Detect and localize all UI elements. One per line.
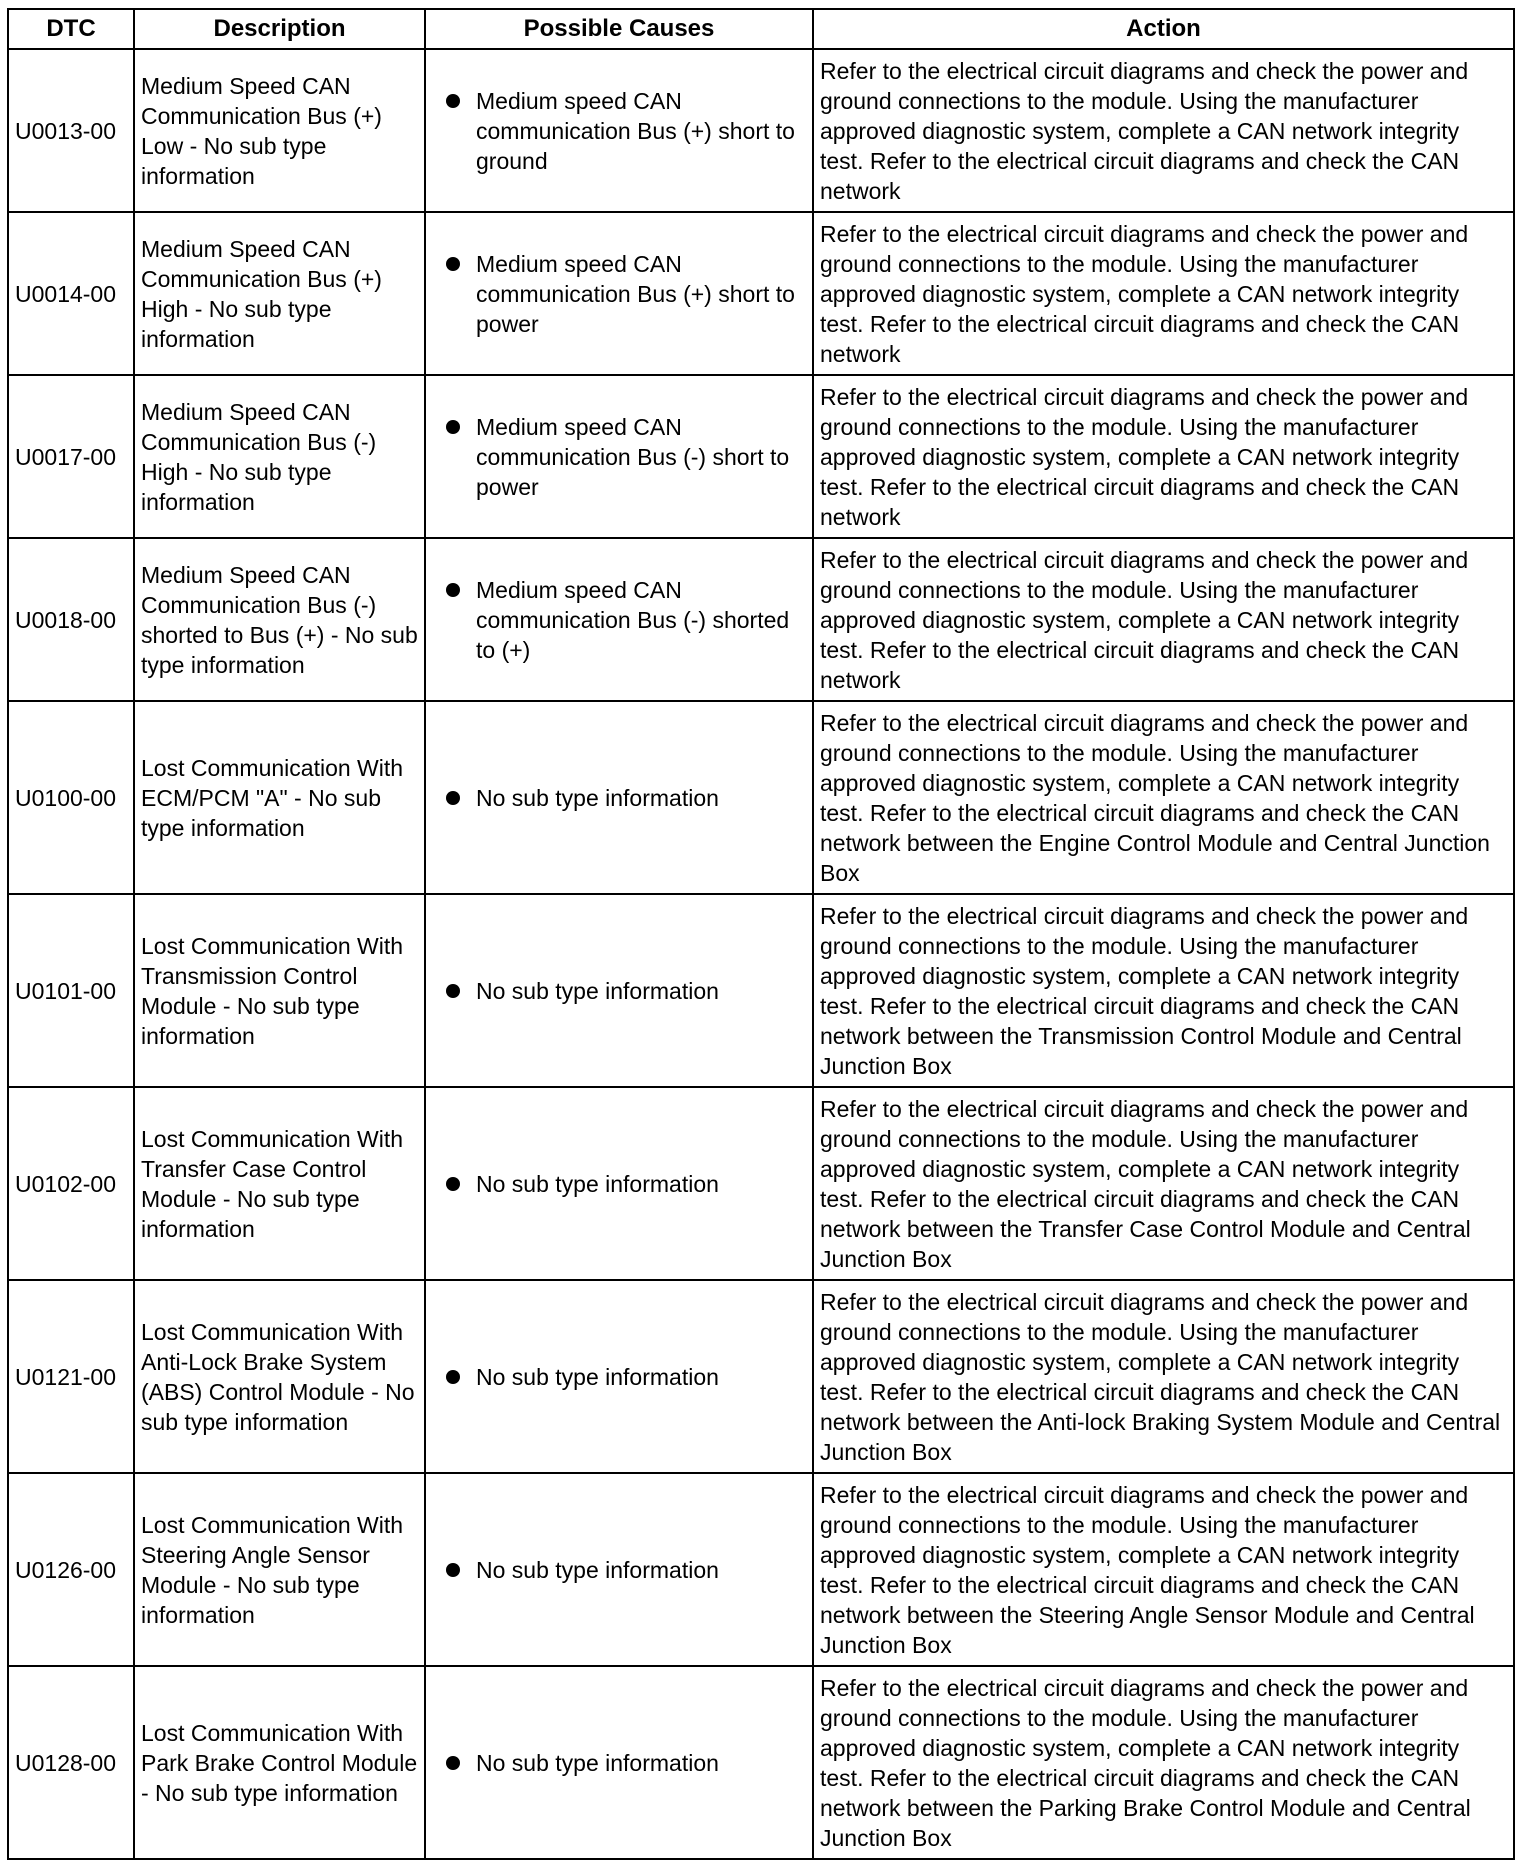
- cause-cell: [425, 538, 813, 701]
- table-row: [8, 1473, 1514, 1666]
- cause-text: No sub type information: [476, 1556, 719, 1583]
- cause-cell: [425, 894, 813, 1087]
- dtc-table: [7, 8, 1515, 1860]
- bullet-icon: [446, 1370, 460, 1384]
- dtc-code: U0101-00: [8, 894, 134, 1087]
- action-cell: Refer to the electrical circuit diagrams and check the power and ground connections to the module. Using the manufacturer approved diagnostic system, complete a CAN network integrity test. Refer to the electrical circuit diagrams and check the CAN network between the Transfer Case Control Module and Central Junction Box: [813, 1087, 1514, 1280]
- table-row: [8, 894, 1514, 1087]
- cause-cell: [425, 49, 813, 212]
- description-cell: Lost Communication With Transmission Control Module - No sub type information: [134, 894, 425, 1087]
- bullet-icon: [446, 420, 460, 434]
- table-row: [8, 1087, 1514, 1280]
- action-cell: Refer to the electrical circuit diagrams and check the power and ground connections to the module. Using the manufacturer approved diagnostic system, complete a CAN network integrity test. Refer to the electrical circuit diagrams and check the CAN network between the Steering Angle Sensor Module and Central Junction Box: [813, 1473, 1514, 1666]
- bullet-icon: [446, 1563, 460, 1577]
- dtc-code: U0100-00: [8, 701, 134, 894]
- dtc-code: U0128-00: [8, 1666, 134, 1859]
- action-cell: Refer to the electrical circuit diagrams and check the power and ground connections to the module. Using the manufacturer approved diagnostic system, complete a CAN network integrity test. Refer to the electrical circuit diagrams and check the CAN network: [813, 212, 1514, 375]
- cause-text: Medium speed CAN communication Bus (-) shorted to (+): [476, 576, 790, 663]
- action-cell: Refer to the electrical circuit diagrams and check the power and ground connections to the module. Using the manufacturer approved diagnostic system, complete a CAN network integrity test. Refer to the electrical circuit diagrams and check the CAN network between the Transmission Control Module and Central Junction Box: [813, 894, 1514, 1087]
- cause-text: No sub type information: [476, 977, 719, 1004]
- table-row: [8, 375, 1514, 538]
- action-cell: Refer to the electrical circuit diagrams and check the power and ground connections to the module. Using the manufacturer approved diagnostic system, complete a CAN network integrity test. Refer to the electrical circuit diagrams and check the CAN network: [813, 538, 1514, 701]
- bullet-icon: [446, 257, 460, 271]
- description-cell: Lost Communication With Transfer Case Control Module - No sub type information: [134, 1087, 425, 1280]
- table-row: [8, 538, 1514, 701]
- description-cell: Lost Communication With Park Brake Control Module - No sub type information: [134, 1666, 425, 1859]
- dtc-code: U0014-00: [8, 212, 134, 375]
- cause-cell: [425, 1280, 813, 1473]
- dtc-code: U0013-00: [8, 49, 134, 212]
- action-cell: Refer to the electrical circuit diagrams and check the power and ground connections to the module. Using the manufacturer approved diagnostic system, complete a CAN network integrity test. Refer to the electrical circuit diagrams and check the CAN network: [813, 49, 1514, 212]
- dtc-code: U0126-00: [8, 1473, 134, 1666]
- table-row: [8, 49, 1514, 212]
- cause-text: Medium speed CAN communication Bus (-) short to power: [476, 413, 790, 500]
- cause-text: No sub type information: [476, 1749, 719, 1776]
- cause-text: Medium speed CAN communication Bus (+) short to power: [476, 250, 795, 337]
- description-cell: Lost Communication With Anti-Lock Brake System (ABS) Control Module - No sub type information: [134, 1280, 425, 1473]
- cause-text: No sub type information: [476, 784, 719, 811]
- table-row: [8, 701, 1514, 894]
- header-possible-causes: Possible Causes: [425, 9, 813, 49]
- header-description: Description: [134, 9, 425, 49]
- description-cell: Medium Speed CAN Communication Bus (+) Low - No sub type information: [134, 49, 425, 212]
- header-action: Action: [813, 9, 1514, 49]
- table-row: [8, 1666, 1514, 1859]
- description-cell: Medium Speed CAN Communication Bus (-) High - No sub type information: [134, 375, 425, 538]
- bullet-icon: [446, 94, 460, 108]
- dtc-code: U0102-00: [8, 1087, 134, 1280]
- cause-cell: [425, 1666, 813, 1859]
- action-cell: Refer to the electrical circuit diagrams and check the power and ground connections to the module. Using the manufacturer approved diagnostic system, complete a CAN network integrity test. Refer to the electrical circuit diagrams and check the CAN network between the Parking Brake Control Module and Central Junction Box: [813, 1666, 1514, 1859]
- header-dtc: DTC: [8, 9, 134, 49]
- description-cell: Medium Speed CAN Communication Bus (+) High - No sub type information: [134, 212, 425, 375]
- bullet-icon: [446, 791, 460, 805]
- cause-cell: [425, 1473, 813, 1666]
- action-cell: Refer to the electrical circuit diagrams and check the power and ground connections to the module. Using the manufacturer approved diagnostic system, complete a CAN network integrity test. Refer to the electrical circuit diagrams and check the CAN network: [813, 375, 1514, 538]
- bullet-icon: [446, 583, 460, 597]
- description-cell: Lost Communication With Steering Angle Sensor Module - No sub type information: [134, 1473, 425, 1666]
- bullet-icon: [446, 1756, 460, 1770]
- cause-text: No sub type information: [476, 1363, 719, 1390]
- description-cell: Medium Speed CAN Communication Bus (-) shorted to Bus (+) - No sub type information: [134, 538, 425, 701]
- cause-cell: [425, 212, 813, 375]
- dtc-code: U0018-00: [8, 538, 134, 701]
- description-cell: Lost Communication With ECM/PCM "A" - No sub type information: [134, 701, 425, 894]
- cause-cell: [425, 701, 813, 894]
- cause-cell: [425, 375, 813, 538]
- action-cell: Refer to the electrical circuit diagrams and check the power and ground connections to the module. Using the manufacturer approved diagnostic system, complete a CAN network integrity test. Refer to the electrical circuit diagrams and check the CAN network between the Engine Control Module and Central Junction Box: [813, 701, 1514, 894]
- header-row: [8, 9, 1514, 49]
- table-row: [8, 212, 1514, 375]
- bullet-icon: [446, 984, 460, 998]
- dtc-code: U0121-00: [8, 1280, 134, 1473]
- cause-text: No sub type information: [476, 1170, 719, 1197]
- cause-cell: [425, 1087, 813, 1280]
- cause-text: Medium speed CAN communication Bus (+) short to ground: [476, 87, 795, 174]
- bullet-icon: [446, 1177, 460, 1191]
- action-cell: Refer to the electrical circuit diagrams and check the power and ground connections to the module. Using the manufacturer approved diagnostic system, complete a CAN network integrity test. Refer to the electrical circuit diagrams and check the CAN network between the Anti-lock Braking System Module and Central Junction Box: [813, 1280, 1514, 1473]
- table-row: [8, 1280, 1514, 1473]
- dtc-code: U0017-00: [8, 375, 134, 538]
